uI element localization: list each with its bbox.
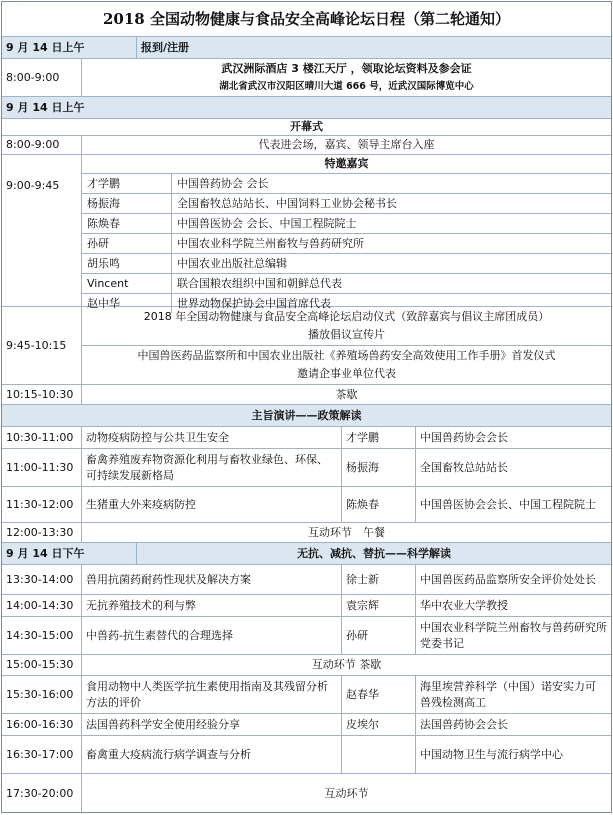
afternoon-date: 9 月 14 日下午: [2, 543, 137, 564]
registration-details: [82, 59, 611, 96]
opening-time: 8:00-9:00: [2, 136, 82, 154]
talk-row: [2, 617, 611, 655]
tea-time: 15:00-15:30: [2, 655, 82, 675]
launch-group-1: [82, 307, 611, 346]
vip-name: 陈焕春: [82, 214, 172, 233]
page-title: 2018 全国动物健康与食品安全高峰论坛日程（第二轮通知）: [2, 2, 611, 37]
registration-venue: 武汉洲际酒店 3 楼江天厅 ，领取论坛资料及参会证: [221, 61, 472, 75]
talk-speaker: 陈焕春: [342, 487, 416, 522]
talk-row: [2, 565, 611, 595]
opening-desc: 代表进会场，嘉宾、领导主席台入座: [258, 138, 435, 151]
vip-role: 全国畜牧总站站长、中国饲料工业协会秘书长: [177, 196, 397, 210]
afternoon-header: [2, 543, 611, 565]
talk-org: 海里埃营养科学（中国）诺安实力可 兽残检测高工: [420, 679, 607, 709]
vip-block: [2, 155, 611, 310]
registration-address: 湖北省武汉市汉阳区晴川大道 666 号，近武汉国际博览中心: [219, 80, 474, 92]
talk-org: 全国畜牧总站站长: [420, 460, 508, 474]
vip-role: 中国农业出版社总编辑: [177, 256, 287, 270]
tea-label: 互动环节 茶歇: [311, 658, 382, 671]
afternoon-rows: [2, 565, 611, 655]
talk-speaker: 孙研: [342, 617, 416, 654]
talk-speaker: 赵春华: [342, 676, 416, 713]
talk-topic: 生猪重大外来疫病防控: [82, 487, 342, 522]
talk-org: 中国农业科学院兰州畜牧与兽药研究所党委书记: [420, 620, 607, 650]
keynote-header: 主旨演讲——政策解读: [2, 405, 611, 427]
vip-role: 中国兽药协会 会长: [177, 176, 269, 190]
talk-speaker: 袁宗辉: [342, 595, 416, 616]
talk-speaker: 才学鹏: [342, 427, 416, 448]
vip-role: 中国兽医协会 会长、中国工程院院士: [177, 216, 357, 230]
vip-time: 9:00-9:45: [2, 155, 82, 306]
vip-name: 杨振海: [82, 194, 172, 213]
launch-time: 9:45-10:15: [2, 307, 82, 384]
talk-row: [2, 449, 611, 487]
talk-row: [2, 487, 611, 523]
launch-line: 播放倡议宣传片: [308, 328, 385, 341]
talk-topic: 畜禽养殖废弃物资源化利用与畜牧业绿色、环保、可持续发展新格局: [82, 449, 342, 486]
afternoon-label: 无抗、减抗、替抗——科学解读: [297, 546, 451, 560]
morning-date: 9 月 14 日上午: [6, 100, 85, 114]
talk-org: 中国兽医药品监察所安全评价处处长: [420, 572, 596, 586]
opening-label: 开幕式: [290, 120, 323, 133]
vip-name: 赵中华: [82, 294, 172, 313]
launch-group-2: [82, 346, 611, 384]
talk-topic: 畜禽重大疫病流行病学调查与分析: [82, 736, 342, 773]
talk-time: 13:30-14:00: [2, 565, 82, 594]
break-label: 茶歇: [335, 387, 358, 401]
talk-topic: 食用动物中人类医学抗生素使用指南及其残留分析方法的评价: [82, 676, 342, 713]
lunch-label: 互动环节 午餐: [308, 525, 385, 539]
launch-line: 中国兽医药品监察所和中国农业出版社《养殖场兽药安全高效使用工作手册》首发仪式: [137, 349, 556, 362]
talk-topic: 动物疫病防控与公共卫生安全: [82, 427, 342, 448]
vip-role: 世界动物保护协会中国首席代表: [177, 296, 331, 310]
afternoon-rows-2: [2, 676, 611, 774]
talk-row: [2, 427, 611, 449]
registration-time: 8:00-9:00: [2, 59, 82, 96]
talk-time: 14:00-14:30: [2, 595, 82, 616]
talk-topic: 中兽药-抗生素替代的合理选择: [82, 617, 342, 654]
vip-role: 中国农业科学院兰州畜牧与兽药研究所: [177, 236, 364, 250]
talk-row: [2, 676, 611, 714]
end-label: 互动环节: [324, 787, 369, 800]
talk-row: [2, 595, 611, 617]
vip-row: [82, 174, 611, 194]
vip-name: 才学鹏: [82, 174, 172, 193]
talk-time: 16:00-16:30: [2, 714, 82, 735]
registration-row: [2, 59, 611, 97]
talk-org: 华中农业大学教授: [420, 598, 508, 612]
vip-row: [82, 274, 611, 294]
registration-label: 报到/注册: [141, 40, 190, 54]
talk-time: 16:30-17:00: [2, 736, 82, 773]
vip-name: 孙研: [82, 234, 172, 253]
talk-org: 中国兽药协会会长: [420, 430, 508, 444]
keynote-rows: [2, 427, 611, 523]
talk-org: 中国动物卫生与流行病学中心: [420, 747, 563, 761]
schedule-sheet: [1, 1, 612, 813]
lunch-row: [2, 523, 611, 543]
lunch-time: 12:00-13:30: [2, 523, 82, 542]
vip-row: [82, 194, 611, 214]
vip-row: [82, 254, 611, 274]
talk-topic: 法国兽药科学安全使用经验分享: [82, 714, 342, 735]
launch-line: 2018 年全国动物健康与食品安全高峰论坛启动仪式（致辞嘉宾与倡议主席团成员）: [143, 310, 550, 323]
opening-row: [2, 136, 611, 155]
registration-header: [2, 37, 611, 59]
vip-name: Vincent: [82, 274, 172, 293]
talk-time: 11:00-11:30: [2, 449, 82, 486]
talk-org: 中国兽医协会会长、中国工程院院士: [420, 497, 596, 511]
opening-label-row: [2, 119, 611, 136]
end-time: 17:30-20:00: [2, 774, 82, 813]
talk-time: 14:30-15:00: [2, 617, 82, 654]
registration-date: 9 月 14 日上午: [2, 37, 137, 58]
talk-time: 11:30-12:00: [2, 487, 82, 522]
vip-row: [82, 214, 611, 234]
break-time: 10:15-10:30: [2, 385, 82, 404]
launch-lines: [82, 307, 611, 384]
vip-label: 特邀嘉宾: [82, 155, 611, 174]
end-row: [2, 774, 611, 813]
vip-role: 联合国粮农组织中国和朝鲜总代表: [177, 276, 342, 290]
break-row: [2, 385, 611, 405]
talk-topic: 兽用抗菌药耐药性现状及解决方案: [82, 565, 342, 594]
vip-row: [82, 234, 611, 254]
talk-speaker: 徐士新: [342, 565, 416, 594]
vip-list: [82, 155, 611, 310]
talk-row: [2, 736, 611, 774]
launch-line: 邀请企事业单位代表: [297, 367, 396, 380]
talk-org: 法国兽药协会会长: [420, 717, 508, 731]
talk-speaker: 杨振海: [342, 449, 416, 486]
tea-row: [2, 655, 611, 676]
launch-block: [2, 307, 611, 385]
talk-row: [2, 714, 611, 736]
vip-rows: [82, 174, 611, 313]
talk-topic: 无抗养殖技术的利与弊: [82, 595, 342, 616]
talk-speaker: [342, 736, 416, 773]
vip-name: 胡乐鸣: [82, 254, 172, 273]
talk-speaker: 皮埃尔: [342, 714, 416, 735]
talk-time: 15:30-16:00: [2, 676, 82, 713]
talk-time: 10:30-11:00: [2, 427, 82, 448]
morning-header: [2, 97, 611, 119]
